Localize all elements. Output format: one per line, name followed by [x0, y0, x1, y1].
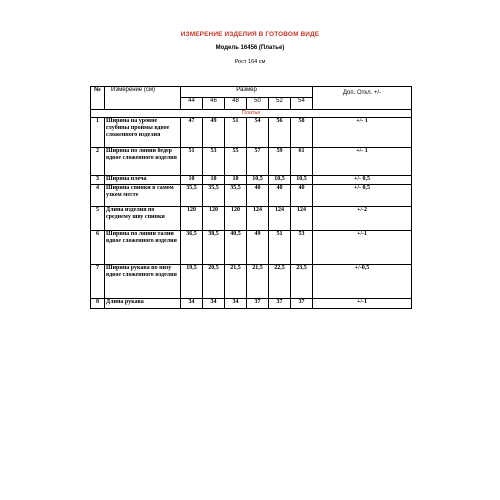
table-cell: 37: [291, 299, 313, 309]
table-cell: 35,5: [225, 185, 247, 207]
row-number: 1: [91, 118, 105, 148]
document-title: ИЗМЕРЕНИЕ ИЗДЕЛИЯ В ГОТОВОМ ВИДЕ: [180, 31, 320, 38]
column-header-tolerance: Доп. Откл. +/-: [313, 87, 412, 110]
row-number: 6: [91, 231, 105, 265]
table-cell: 40,5: [225, 231, 247, 265]
table-cell: 53: [291, 231, 313, 265]
table-cell: 34: [181, 299, 203, 309]
tolerance-cell: +/-1: [313, 299, 412, 309]
table-cell: 23,5: [291, 265, 313, 299]
table-cell: 51: [181, 148, 203, 176]
tolerance-cell: +/- 0,5: [313, 185, 412, 207]
table-cell: 37: [247, 299, 269, 309]
size-header: 48: [225, 98, 247, 110]
table-cell: 55: [225, 148, 247, 176]
row-measurement-name: Ширина спинки в самом узком месте: [105, 185, 181, 207]
table-cell: 61: [291, 148, 313, 176]
table-cell: 54: [247, 118, 269, 148]
table-cell: 58: [291, 118, 313, 148]
section-label: Платье: [91, 110, 412, 118]
row-measurement-name: Ширина на уровне глубины проймы вдвое сложенного изделия: [105, 118, 181, 148]
table-cell: 19,5: [181, 265, 203, 299]
table-cell: 51: [269, 231, 291, 265]
row-measurement-name: Ширина по линии талии вдвое сложенного изделия: [105, 231, 181, 265]
size-header: 52: [269, 98, 291, 110]
row-measurement-name: Ширина плеча: [105, 176, 181, 185]
table-cell: 35,5: [203, 185, 225, 207]
size-header: 44: [181, 98, 203, 110]
tolerance-cell: +/- 0,5: [313, 176, 412, 185]
table-cell: 47: [181, 118, 203, 148]
table-cell: 40: [291, 185, 313, 207]
column-header-number: №: [91, 87, 105, 110]
table-cell: 37: [269, 299, 291, 309]
table-cell: 38,5: [203, 231, 225, 265]
table-cell: 120: [181, 207, 203, 231]
tolerance-cell: +/-0,5: [313, 265, 412, 299]
table-cell: 51: [225, 118, 247, 148]
height-label: Рост 164 см: [234, 59, 266, 65]
row-measurement-name: Длина рукава: [105, 299, 181, 309]
table-cell: 53: [203, 148, 225, 176]
table-cell: 10,5: [247, 176, 269, 185]
column-header-measurement: Измерение (см): [105, 87, 181, 110]
table-cell: 56: [269, 118, 291, 148]
table-cell: 124: [291, 207, 313, 231]
table-cell: 10: [203, 176, 225, 185]
tolerance-cell: +/- 1: [313, 148, 412, 176]
table-cell: 10: [181, 176, 203, 185]
table-cell: 40: [247, 185, 269, 207]
row-measurement-name: Ширина рукава по низу вдвое сложенного изделия: [105, 265, 181, 299]
table-cell: 10: [225, 176, 247, 185]
table-cell: 124: [269, 207, 291, 231]
table-cell: 22,5: [269, 265, 291, 299]
row-number: 3: [91, 176, 105, 185]
size-header: 50: [247, 98, 269, 110]
row-measurement-name: Ширина по линии бедер вдвое сложенного изделия: [105, 148, 181, 176]
table-cell: 57: [247, 148, 269, 176]
size-header: 46: [203, 98, 225, 110]
table-cell: 120: [203, 207, 225, 231]
model-label: Модель 16456 (Платье): [215, 45, 285, 51]
row-measurement-name: Длина изделия по среднему шву спинки: [105, 207, 181, 231]
row-number: 8: [91, 299, 105, 309]
table-cell: 36,5: [181, 231, 203, 265]
column-header-size: Размер: [181, 87, 313, 98]
table-cell: 21,5: [247, 265, 269, 299]
row-number: 2: [91, 148, 105, 176]
tolerance-cell: +/-1: [313, 231, 412, 265]
table-cell: 40: [269, 185, 291, 207]
table-cell: 34: [203, 299, 225, 309]
table-cell: 49: [203, 118, 225, 148]
table-cell: 10,5: [269, 176, 291, 185]
table-cell: 124: [247, 207, 269, 231]
row-number: 4: [91, 185, 105, 207]
table-cell: 35,5: [181, 185, 203, 207]
size-header: 54: [291, 98, 313, 110]
table-cell: 10,5: [291, 176, 313, 185]
tolerance-cell: +/- 1: [313, 118, 412, 148]
table-cell: 34: [225, 299, 247, 309]
measurement-table: [90, 86, 412, 309]
tolerance-cell: +/-2: [313, 207, 412, 231]
row-number: 7: [91, 265, 105, 299]
row-number: 5: [91, 207, 105, 231]
table-cell: 120: [225, 207, 247, 231]
table-cell: 21,5: [225, 265, 247, 299]
table-cell: 59: [269, 148, 291, 176]
table-cell: 20,5: [203, 265, 225, 299]
table-cell: 49: [247, 231, 269, 265]
